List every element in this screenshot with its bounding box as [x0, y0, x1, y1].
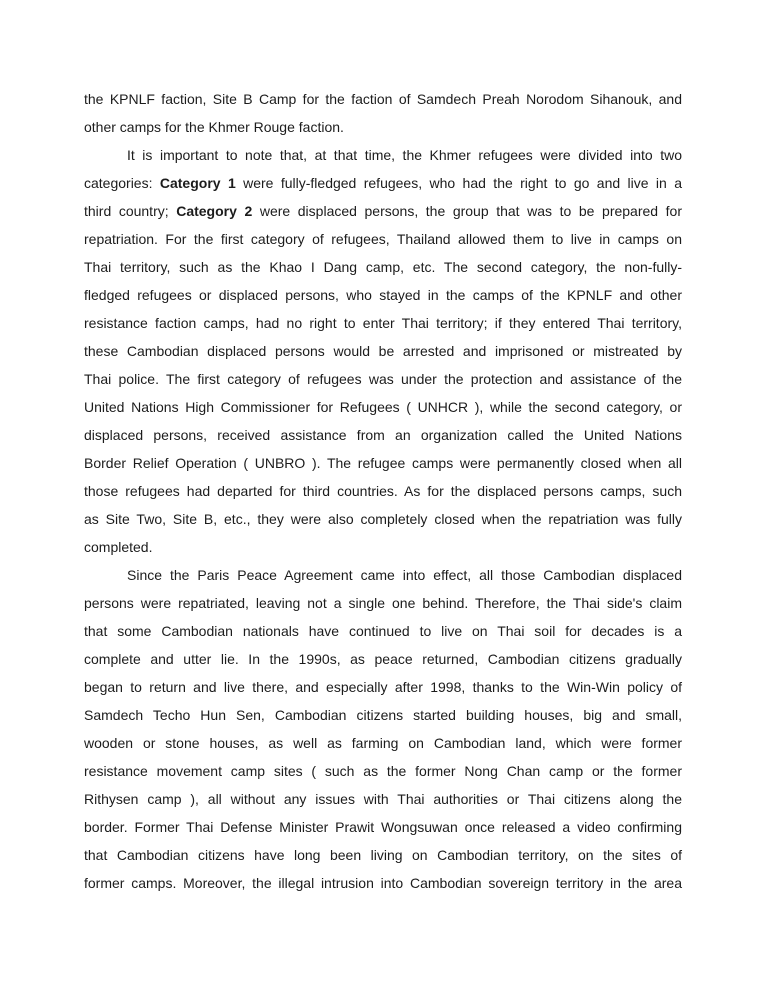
text-line: [84, 841, 682, 869]
paragraph: [84, 141, 682, 561]
text-line: [84, 281, 682, 309]
text-run: Samdech Techo Hun Sen, Cambodian citizens started building houses, big and small,: [84, 707, 682, 723]
text-run: Thai territory, such as the Khao I Dang camp, etc. The second category, the non-fully-: [84, 259, 682, 275]
text-line: [84, 729, 682, 757]
document-body: [84, 85, 682, 897]
text-line: [84, 337, 682, 365]
text-run: the KPNLF faction, Site B Camp for the faction of Samdech Preah Norodom Sihanouk, and: [84, 91, 682, 107]
text-run: border. Former Thai Defense Minister Prawit Wongsuwan once released a video confirming: [84, 819, 682, 835]
text-line: [84, 813, 682, 841]
text-run: wooden or stone houses, as well as farming on Cambodian land, which were former: [84, 735, 682, 751]
paragraph: [84, 85, 682, 141]
text-line: [84, 113, 682, 141]
text-line: [84, 197, 682, 225]
text-run: Rithysen camp ), all without any issues with Thai authorities or Thai citizens along the: [84, 791, 682, 807]
text-line: [84, 309, 682, 337]
text-line: [84, 253, 682, 281]
text-run: completed.: [84, 539, 153, 555]
text-line: [84, 645, 682, 673]
text-line: [84, 477, 682, 505]
text-line: [84, 617, 682, 645]
text-line: [84, 85, 682, 113]
text-run: categories:: [84, 175, 160, 191]
text-run: It is important to note that, at that time, the Khmer refugees were divided into two: [127, 147, 682, 163]
text-run: those refugees had departed for third countries. As for the displaced persons camps, such: [84, 483, 682, 499]
text-line: [84, 589, 682, 617]
text-run: Border Relief Operation ( UNBRO ). The refugee camps were permanently closed when all: [84, 455, 682, 471]
text-run: resistance faction camps, had no right to enter Thai territory; if they entered Thai territory,: [84, 315, 682, 331]
text-line: [84, 365, 682, 393]
text-line: [84, 421, 682, 449]
text-line: [84, 561, 682, 589]
text-line: [84, 225, 682, 253]
text-run: Thai police. The first category of refugees was under the protection and assistance of the: [84, 371, 682, 387]
text-run: Since the Paris Peace Agreement came into effect, all those Cambodian displaced: [127, 567, 682, 583]
text-run: United Nations High Commissioner for Refugees ( UNHCR ), while the second category, or: [84, 399, 682, 415]
text-run: began to return and live there, and especially after 1998, thanks to the Win-Win policy of: [84, 679, 682, 695]
text-line: [84, 393, 682, 421]
text-line: [84, 673, 682, 701]
text-run: that some Cambodian nationals have continued to live on Thai soil for decades is a: [84, 623, 682, 639]
text-line: [84, 757, 682, 785]
paragraph: [84, 561, 682, 897]
text-run: complete and utter lie. In the 1990s, as peace returned, Cambodian citizens gradually: [84, 651, 682, 667]
text-line: [84, 505, 682, 533]
text-run: resistance movement camp sites ( such as the former Nong Chan camp or the former: [84, 763, 682, 779]
text-run: as Site Two, Site B, etc., they were also completely closed when the repatriation was fully: [84, 511, 682, 527]
text-run: that Cambodian citizens have long been living on Cambodian territory, on the sites of: [84, 847, 682, 863]
text-run: these Cambodian displaced persons would be arrested and imprisoned or mistreated by: [84, 343, 682, 359]
emphasized-text-run: Category 2: [176, 203, 253, 219]
emphasized-text-run: Category 1: [159, 175, 236, 191]
text-run: other camps for the Khmer Rouge faction.: [84, 119, 344, 135]
text-line: [84, 169, 682, 197]
text-run: were fully-fledged refugees, who had the right to go and live in a: [235, 175, 682, 191]
text-line: [84, 785, 682, 813]
text-line: [84, 701, 682, 729]
text-line: [84, 141, 682, 169]
text-run: displaced persons, received assistance from an organization called the United Nations: [84, 427, 682, 443]
text-line: [84, 533, 682, 561]
text-line: [84, 869, 682, 897]
text-run: former camps. Moreover, the illegal intrusion into Cambodian sovereign territory in the area: [84, 875, 682, 891]
text-run: third country;: [84, 203, 177, 219]
text-run: fledged refugees or displaced persons, who stayed in the camps of the KPNLF and other: [84, 287, 682, 303]
text-run: repatriation. For the first category of refugees, Thailand allowed them to live in camps on: [84, 231, 682, 247]
text-line: [84, 449, 682, 477]
text-run: were displaced persons, the group that was to be prepared for: [252, 203, 682, 219]
text-run: persons were repatriated, leaving not a single one behind. Therefore, the Thai side's claim: [84, 595, 682, 611]
